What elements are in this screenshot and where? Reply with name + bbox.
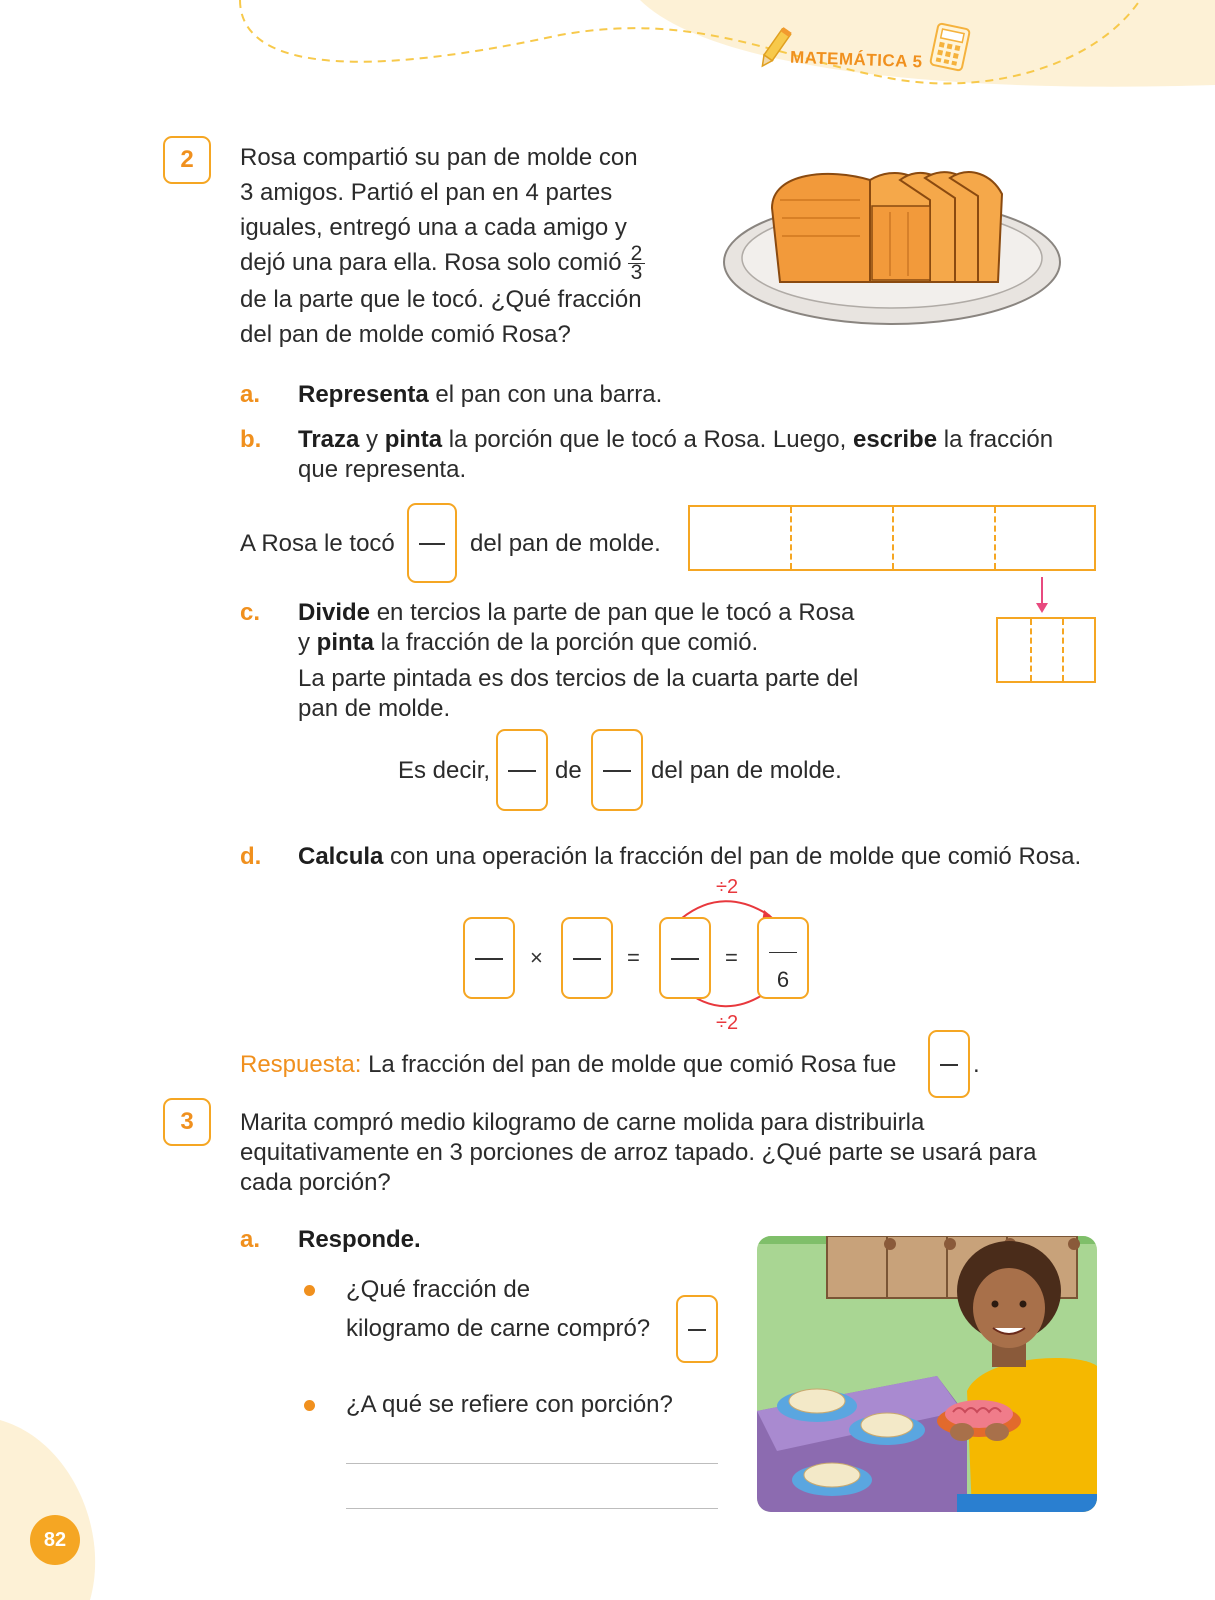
problem2-statement: [240, 140, 680, 352]
es-decir-label: Es decir,: [398, 757, 491, 784]
item-d-text: Calcula con una operación la fracción del pan de molde que comió Rosa.: [298, 843, 1082, 870]
question-2: ¿A qué se refiere con porción?: [346, 1391, 673, 1418]
pencil-icon: [758, 24, 792, 72]
woman-serving-food-illustration: [757, 1236, 1097, 1512]
statement-line: 3 amigos. Partió el pan en 4 partes: [240, 179, 613, 206]
page-number-badge: [30, 1515, 80, 1565]
problem3-statement: [240, 1108, 1037, 1198]
item-b-text: Traza y pinta la porción que le tocó a Rosa. Luego, escribe la fracción: [298, 426, 1054, 453]
question-1-line1: ¿Qué fracción de: [346, 1276, 531, 1303]
answer-writing-line[interactable]: [346, 1463, 718, 1464]
rosa-share-pre: A Rosa le tocó: [240, 530, 395, 557]
answer-writing-line[interactable]: [346, 1508, 718, 1509]
rosa-share-post: del pan de molde.: [470, 530, 661, 557]
de-label: de: [555, 757, 582, 784]
equals-sign: =: [627, 945, 640, 970]
statement-line: cada porción?: [240, 1169, 391, 1196]
bar-divider: [1030, 619, 1032, 681]
fraction-input-d2[interactable]: [561, 917, 613, 999]
bread-bar-model[interactable]: [688, 505, 1096, 571]
times-sign: ×: [530, 945, 543, 970]
fraction-input-rosa-share[interactable]: [407, 503, 457, 583]
answer-period: .: [973, 1051, 980, 1078]
fraction-input-kilogram[interactable]: [676, 1295, 718, 1363]
bar-divider: [790, 507, 792, 569]
divide-by-two-bottom: ÷2: [716, 1012, 739, 1034]
statement-line: Rosa compartió su pan de molde con: [240, 144, 638, 171]
fraction-input-answer[interactable]: [928, 1030, 970, 1098]
fraction-input-d3[interactable]: [659, 917, 711, 999]
statement-line: dejó una para ella. Rosa solo comió $\frac{2}{3}$: [240, 245, 680, 282]
c-post-label: del pan de molde.: [651, 757, 842, 784]
bullet-point: [304, 1285, 315, 1296]
fraction-input-d1[interactable]: [463, 917, 515, 999]
item-letter-d: d.: [240, 843, 262, 870]
bar-divider: [892, 507, 894, 569]
bullet-point: [304, 1400, 315, 1411]
statement-line: del pan de molde comió Rosa?: [240, 321, 571, 349]
statement-line: de la parte que le tocó. ¿Qué fracción: [240, 286, 642, 314]
fraction-input-c1[interactable]: [496, 729, 548, 811]
header-decoration: [0, 0, 1215, 110]
quarter-bar-model[interactable]: [996, 617, 1096, 683]
page-number: 82: [43, 1528, 67, 1551]
item-letter-a: a.: [240, 1226, 261, 1253]
item-c-text: Divide en tercios la parte de pan que le tocó a Rosa: [298, 599, 855, 626]
book-title: MATEMÁTICA 5: [789, 47, 923, 72]
bar-divider: [994, 507, 996, 569]
problem-number-2: 2: [163, 136, 211, 184]
item-letter-c: c.: [240, 599, 261, 626]
item-a-text: Representa el pan con una barra.: [298, 381, 663, 408]
fraction-input-d4-sixths[interactable]: [757, 917, 809, 999]
statement-line: iguales, entregó una a cada amigo y: [240, 214, 627, 241]
item-letter-b: b.: [240, 426, 262, 453]
item-letter-a: a.: [240, 381, 261, 408]
divide-by-two-top: ÷2: [716, 876, 739, 898]
item-a-responde: Responde.: [298, 1226, 421, 1253]
question-1-line2: kilogramo de carne compró?: [346, 1315, 651, 1342]
statement-line: Marita compró medio kilogramo de carne molida para distribuirla: [240, 1109, 925, 1136]
bread-on-plate-illustration: [720, 160, 1065, 330]
item-c-text-line3: La parte pintada es dos tercios de la cuarta parte del: [298, 665, 859, 692]
bar-divider: [1062, 619, 1064, 681]
page-corner-decoration: [0, 1420, 120, 1600]
item-b-text-line2: que representa.: [298, 456, 467, 483]
answer-sentence: Respuesta: La fracción del pan de molde que comió Rosa fue: [240, 1051, 897, 1078]
item-c-text-line2: y pinta la fracción de la porción que comió.: [298, 629, 759, 656]
fraction-two-thirds: $\frac{2}{3}$: [628, 245, 646, 282]
problem-number-3: 3: [163, 1098, 211, 1146]
equals-sign: =: [725, 945, 738, 970]
fraction-input-c2[interactable]: [591, 729, 643, 811]
statement-line: equitativamente en 3 porciones de arroz tapado. ¿Qué parte se usará para: [240, 1139, 1037, 1166]
denominator-six: 6: [776, 967, 790, 992]
item-c-text-line4: pan de molde.: [298, 695, 451, 722]
down-arrow-icon: [1033, 577, 1051, 615]
calculator-icon: [926, 22, 974, 72]
